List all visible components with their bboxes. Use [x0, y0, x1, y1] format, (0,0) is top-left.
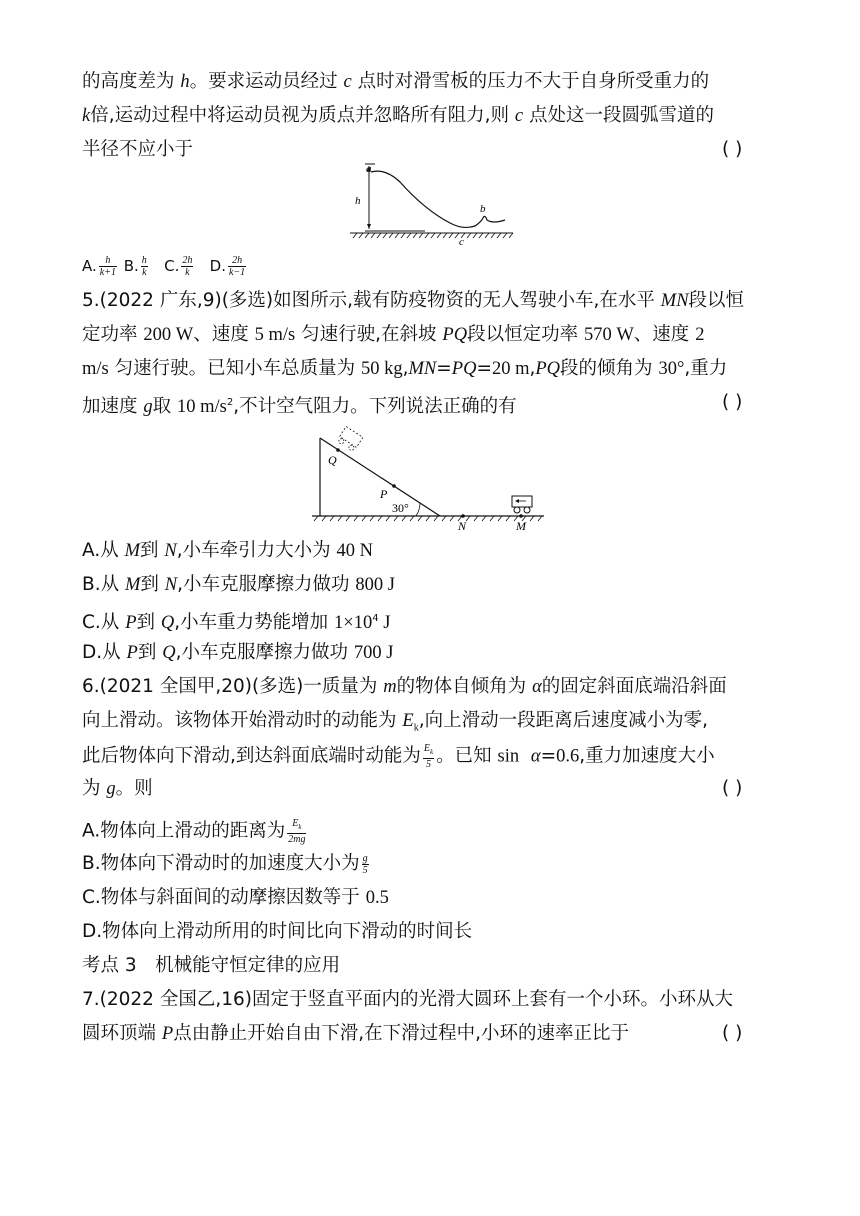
q6-option-d[interactable]: D.物体向上滑动所用的时间比向下滑动的时间长 [82, 921, 473, 942]
q5-slope-figure [312, 420, 552, 532]
label-b: b [480, 203, 486, 215]
ski-track-curve [371, 171, 505, 227]
dashed-cart-on-slope [337, 426, 363, 452]
label-angle: 30° [392, 501, 409, 515]
point-m [519, 514, 523, 518]
angle-arc [416, 503, 420, 516]
q5-answer-paren: ( ) [722, 392, 743, 413]
q6-line2: 向上滑动。该物体开始滑动时的动能为 $E_k$,向上滑动一段距离后速度减小为零, [82, 710, 708, 734]
q4-ski-track-figure [345, 160, 515, 250]
q5-line2: 定功率 200 W、速度 5 m/s 匀速行驶,在斜坡 PQ段以恒定功率 570 W、速度 2 [82, 324, 705, 345]
q5-line3: m/s 匀速行驶。已知小车总质量为 50 kg,MN=PQ=20 m,PQ段的倾角为 30°,重力 [82, 358, 728, 379]
q4-option-d[interactable]: D. $\frac{2h}{k-1}$ [209, 255, 246, 278]
q4-option-a[interactable]: A. $\frac{h}{k+1}$ [82, 255, 116, 278]
q6-option-c[interactable]: C.物体与斜面间的动摩擦因数等于 0.5 [82, 887, 389, 908]
q6-line4: 为 g。则 [82, 778, 153, 799]
q6-option-a[interactable]: A.物体向上滑动的距离为 $\frac{E_k}{2mg}$ [82, 818, 306, 845]
label-m: M [516, 519, 526, 532]
q6-line1: 6.(2021 全国甲,20)(多选)一质量为 m的物体自倾角为 α的固定斜面底端沿斜面 [82, 676, 727, 697]
point-p [392, 484, 396, 488]
q6-answer-paren: ( ) [722, 778, 743, 799]
q5-option-a[interactable]: A.从 M到 N,小车牵引力大小为 40 N [82, 540, 374, 561]
q5-line1: 5.(2022 广东,9)(多选)如图所示,载有防疫物资的无人驾驶小车,在水平 MN段以恒 [82, 290, 745, 311]
q4-line1: 的高度差为 h。要求运动员经过 c 点时对滑雪板的压力不大于自身所受重力的 [82, 71, 710, 92]
q5-line4: 加速度 g取 10 $m/s^2$,不计空气阻力。下列说法正确的有 [82, 396, 517, 418]
q7-line1: 7.(2022 全国乙,16)固定于竖直平面内的光滑大圆环上套有一个小环。小环从大 [82, 989, 733, 1010]
q5-option-d[interactable]: D.从 P到 Q,小车克服摩擦力做功 700 J [82, 642, 394, 663]
q4-option-b[interactable]: B. $\frac{h}{k}$ [123, 255, 147, 278]
label-p: P [380, 487, 388, 501]
q7-line2: 圆环顶端 P点由静止开始自由下滑,在下滑过程中,小环的速率正比于 [82, 1023, 629, 1044]
q4-line2: k倍,运动过程中将运动员视为质点并忽略所有阻力,则 c 点处这一段圆弧雪道的 [82, 105, 714, 126]
section-heading: 考点 3 机械能守恒定律的应用 [82, 955, 341, 976]
q6-option-b[interactable]: B.物体向下滑动时的加速度大小为 $\frac{g}{5}$ [82, 852, 368, 876]
label-a: a [366, 163, 372, 175]
q5-option-c[interactable]: C.从 P到 Q,小车重力势能增加 $1\times 10^4$ J [82, 612, 391, 634]
q7-answer-paren: ( ) [722, 1023, 743, 1044]
cart-icon [512, 496, 532, 513]
label-h: h [355, 195, 361, 207]
q4-answer-paren: ( ) [722, 139, 743, 160]
label-q: Q [328, 453, 337, 467]
point-q [336, 448, 340, 452]
q5-option-b[interactable]: B.从 M到 N,小车克服摩擦力做功 800 J [82, 574, 395, 595]
q4-option-c[interactable]: C. $\frac{2h}{k}$ [164, 255, 193, 278]
q6-line3: 此后物体向下滑动,到达斜面底端时动能为 $\frac{E_k}{5}$ 。已知 sin α=0.6,重力加速度大小 [82, 743, 715, 770]
point-n [461, 514, 465, 518]
label-n: N [458, 519, 467, 532]
label-c: c [459, 236, 464, 248]
q4-options [82, 254, 248, 278]
q4-line3: 半径不应小于 [82, 139, 194, 160]
